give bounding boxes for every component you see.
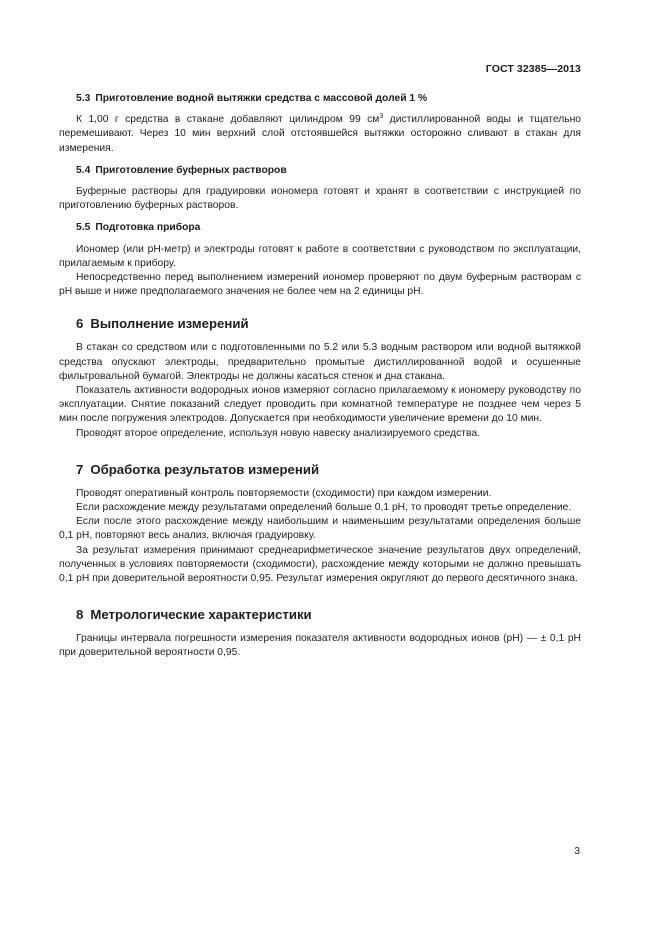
section-title: Подготовка прибора — [95, 222, 201, 234]
page-number: 3 — [574, 846, 580, 857]
section-number: 6 — [76, 316, 84, 332]
section-7 — [59, 461, 581, 586]
standard-header: ГОСТ 32385—2013 — [485, 63, 581, 75]
section-heading — [59, 606, 581, 623]
section-5-3 — [59, 92, 581, 156]
paragraph: За результат измерения принимают среднеарифметическое значение результатов двух определений, полученных в условиях повторяемости (сходимости), расхождение между которыми не должно превышать 0,1 pH при доверительной вероятности 0,95. Результат измерения округляют до первого десятичного знака. — [59, 544, 581, 585]
section-8 — [59, 606, 581, 660]
page-content — [59, 92, 581, 669]
section-heading — [59, 92, 581, 106]
section-heading — [59, 461, 581, 478]
paragraph — [59, 113, 581, 156]
section-heading — [59, 221, 581, 235]
paragraph: Буферные растворы для градуировки иономера готовят и хранят в соответствии с инструкцией по приготовлению буферных растворов. — [59, 186, 581, 212]
paragraph: Проводят второе определение, используя новую навеску анализируемого средства. — [76, 427, 480, 439]
paragraph: Непосредственно перед выполнением измерений иономер проверяют по двум буферным растворам с pH выше и ниже предполагаемого значения не более чем на 2 единицы pH. — [59, 272, 581, 298]
paragraph: Границы интервала погрешности измерения показателя активности водородных ионов (pH) — ± 0,1 pH при доверительной вероятности 0,95. — [59, 633, 581, 659]
section-title: Приготовление водной вытяжки средства с массовой долей 1 % — [95, 93, 428, 104]
section-heading — [59, 164, 581, 178]
section-number: 7 — [76, 461, 84, 477]
section-number: 5.4 — [76, 164, 91, 176]
paragraph: Иономер (или pH-метр) и электроды готовят к работе в соответствии с руководством по эксплуатации, прилагаемым к прибору. — [59, 243, 581, 269]
section-number: 5.5 — [76, 222, 91, 234]
section-number: 8 — [76, 607, 84, 623]
paragraph: Если после этого расхождение между наибольшим и наименьшим результатами определения больше 0,1 pH, повторяют весь анализ, включая градуировку. — [59, 516, 581, 542]
section-title: Метрологические характеристики — [90, 607, 312, 623]
paragraph: Если расхождение между результатами определений больше 0,1 pH, то проводят третье определение. — [76, 502, 572, 514]
section-number: 5.3 — [76, 93, 91, 104]
section-heading — [59, 315, 581, 332]
paragraph: В стакан со средством или с подготовленными по 5.2 или 5.3 водным раствором или водной вытяжкой средства опускают электроды, предварительно промытые дистиллированной водой и осушенные фильтровальной бумагой. Электроды не должны касаться стенок и дна стакана. — [59, 342, 581, 382]
paragraph: Проводят оперативный контроль повторяемости (сходимости) при каждом измерении. — [76, 487, 492, 499]
section-5-4 — [59, 164, 581, 214]
paragraph-text: дистиллированной воды и тщательно перемешивают. Через 10 мин верхний слой отстоявшейся вытяжки осторожно сливают в стакан для измерения. — [59, 114, 581, 154]
section-title: Выполнение измерений — [90, 316, 249, 332]
superscript: 3 — [379, 113, 384, 121]
paragraph: Показатель активности водородных ионов измеряют согласно прилагаемому к иономеру руководству по эксплуатации. Снятие показаний следует проводить при комнатной температуре не позднее чем через 5 мин после погружения электродов. Допускается при необходимости увеличение времени до 10 мин. — [59, 385, 581, 425]
section-title: Обработка результатов измерений — [90, 461, 320, 477]
section-6 — [59, 315, 581, 440]
paragraph-text: К 1,00 г средства в стакане добавляют цилиндром 99 см — [76, 114, 380, 126]
section-5-5 — [59, 221, 581, 299]
section-title: Приготовление буферных растворов — [95, 164, 287, 176]
